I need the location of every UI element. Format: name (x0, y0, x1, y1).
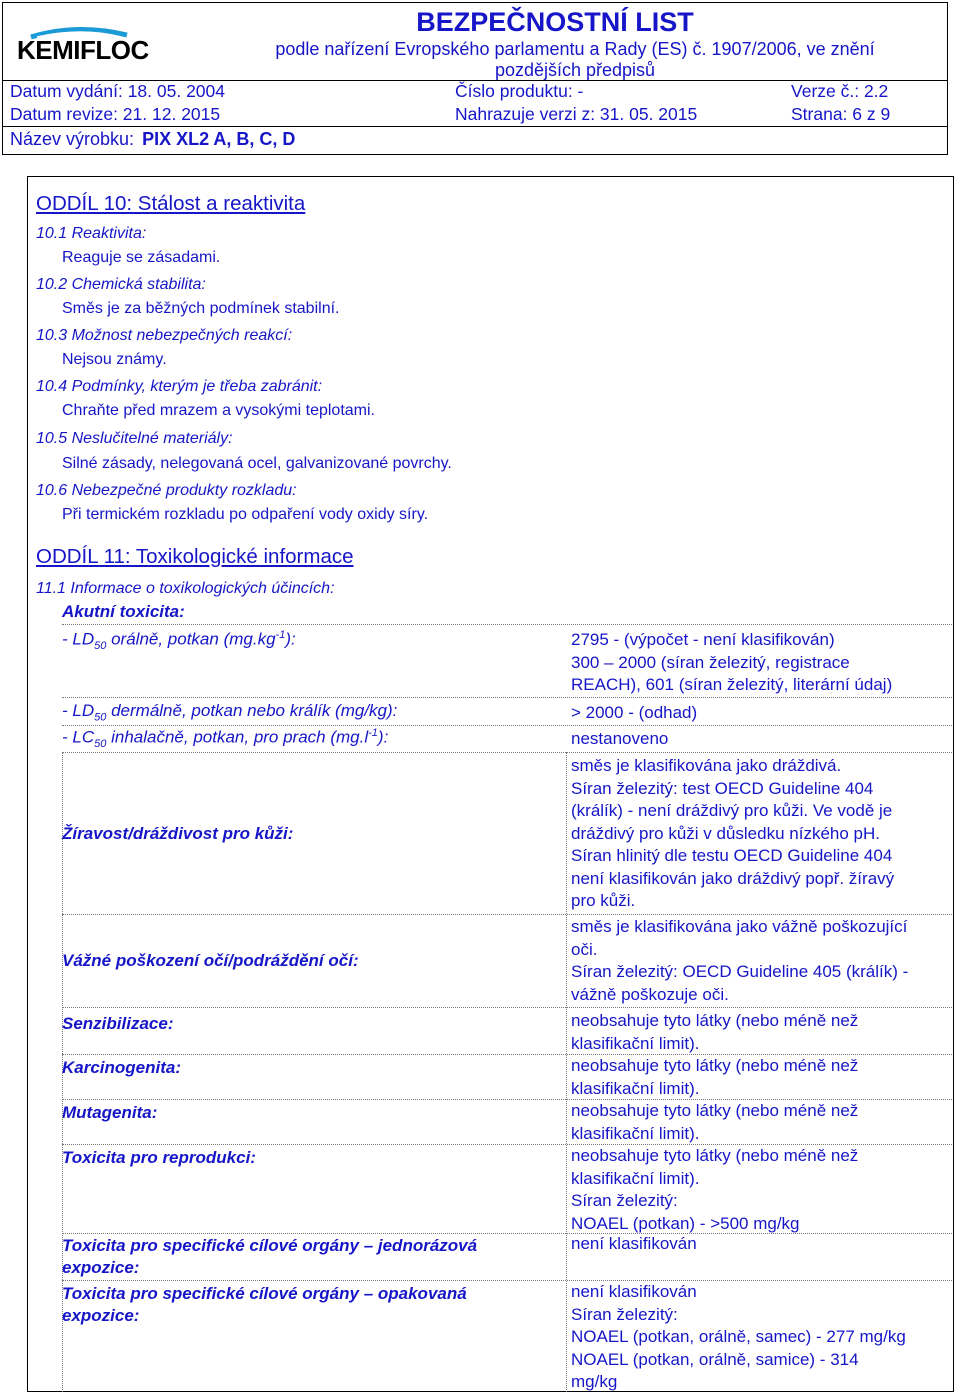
section-11-title: ODDÍL 11: Toxikologické informace (36, 545, 354, 568)
section-10-title: ODDÍL 10: Stálost a reaktivita (36, 192, 306, 215)
row-divider (62, 1007, 952, 1008)
eye-damage-label: Vážné poškození očí/podráždění očí: (62, 951, 359, 970)
product-label: Název výrobku: (10, 129, 135, 149)
product-name-row (10, 129, 295, 150)
section-10-1-text: Reaguje se zásadami. (62, 249, 221, 266)
ld50-dermal-value: > 2000 - (odhad) (571, 703, 698, 722)
row-divider (62, 752, 952, 753)
section-11-1-label: 11.1 Informace o toxikologických účincích: (36, 580, 335, 597)
row-divider (62, 1233, 952, 1234)
ld50-oral-label: - $LD_{50}$ orálně, potkan $(mg.kg^{-1})$: (62, 629, 296, 653)
sensitisation-value: neobsahuje tyto látky (nebo méně než klasifikační limit). (571, 1011, 859, 1053)
skin-corrosion-value: směs je klasifikována jako dráždivá. Síran železitý: test OECD Guideline 404 (králík) - není dráždivý pro kůži. Ve vodě je dráždivý pro kůži v důsledku nízkého pH. Síran hlinitý dle testu OECD Guideline 404 není klasifikován jako dráždivý popř. žíravý pro kůži. (571, 756, 895, 910)
section-10-5-label: 10.5 Neslučitelné materiály: (36, 430, 233, 447)
stot-repeated-label: Toxicita pro specifické cílové orgány – opakovaná expozice: (62, 1284, 467, 1325)
subtitle-line-1: podle nařízení Evropského parlamentu a Rady (ES) č. 1907/2006, ve znění (275, 39, 875, 59)
lc50-inhalation-label: - $LC_{50}$ inhalačně, potkan, pro prach $(mg.l^{-1})$: (62, 727, 389, 751)
section-10-6-text: Při termickém rozkladu po odpaření vody oxidy síry. (62, 506, 429, 523)
ld50-oral-value: 2795 - (výpočet - není klasifikován) 300 – 2000 (síran železitý, registrace REACH), 601 (síran železitý, literární údaj) (571, 630, 893, 694)
subtitle-line-2: pozdějších předpisů (494, 60, 656, 80)
carcinogenicity-value: neobsahuje tyto látky (nebo méně než klasifikační limit). (571, 1056, 859, 1098)
section-10-6-label: 10.6 Nebezpečné produkty rozkladu: (36, 482, 297, 499)
carcinogenicity-label: Karcinogenita: (62, 1058, 182, 1077)
acute-toxicity-label: Akutní toxicita: (62, 602, 185, 621)
company-logo (17, 25, 147, 73)
reproductive-toxicity-label: Toxicita pro reprodukci: (62, 1148, 256, 1167)
mutagenicity-label: Mutagenita: (62, 1103, 158, 1122)
revision-date: Datum revize: 21. 12. 2015 (10, 104, 221, 124)
row-divider (62, 624, 952, 625)
mutagenicity-value: neobsahuje tyto látky (nebo méně než klasifikační limit). (571, 1101, 859, 1143)
document-header (2, 2, 948, 155)
sensitisation-label: Senzibilizace: (62, 1014, 174, 1033)
stot-repeated-value: není klasifikován Síran železitý: NOAEL (potkan, orálně, samec) - 277 mg/kg NOAEL (potkan, orálně, samice) - 314 mg/kg (571, 1282, 906, 1391)
ld50-dermal-label: - $LD_{50}$ dermálně, potkan nebo králík (mg/kg): (62, 701, 398, 724)
header-divider (3, 126, 947, 127)
row-divider (62, 914, 952, 915)
stot-single-value: není klasifikován (571, 1234, 697, 1253)
issue-date: Datum vydání: 18. 05. 2004 (10, 81, 225, 101)
stot-single-label: Toxicita pro specifické cílové orgány – jednorázová expozice: (62, 1236, 478, 1277)
skin-corrosion-label: Žíravost/dráždivost pro kůži: (62, 824, 294, 843)
content-box (27, 176, 954, 1392)
table-left-border (62, 752, 63, 1392)
row-divider (62, 697, 952, 698)
section-10-3-label: 10.3 Možnost nebezpečných reakcí: (36, 327, 293, 344)
table-column-divider (566, 752, 567, 1392)
section-10-1-label: 10.1 Reaktivita: (36, 225, 147, 242)
product-name: PIX XL2 A, B, C, D (142, 129, 296, 149)
section-10-5-text: Silné zásady, nelegovaná ocel, galvanizované povrchy. (62, 455, 452, 472)
reproductive-toxicity-value: neobsahuje tyto látky (nebo méně než klasifikační limit). Síran železitý: NOAEL (potkan) - >500 mg/kg (571, 1146, 859, 1233)
section-10-4-label: 10.4 Podmínky, kterým je třeba zabránit: (36, 378, 323, 395)
page-number: Strana: 6 z 9 (791, 104, 891, 124)
section-10-2-text: Směs je za běžných podmínek stabilní. (62, 300, 340, 317)
section-10-4-text: Chraňte před mrazem a vysokými teplotami. (62, 402, 375, 419)
eye-damage-value: směs je klasifikována jako vážně poškozující oči. Síran železitý: OECD Guideline 405 (králík) - vážně poškozuje oči. (571, 917, 909, 1004)
lc50-inhalation-value: nestanoveno (571, 729, 669, 748)
version: Verze č.: 2.2 (791, 81, 889, 101)
section-10-2-label: 10.2 Chemická stabilita: (36, 276, 206, 293)
document-subtitle (203, 39, 947, 81)
section-10-3-text: Nejsou známy. (62, 351, 167, 368)
product-number: Číslo produktu: - (455, 81, 584, 101)
replaces-version: Nahrazuje verzi z: 31. 05. 2015 (455, 104, 698, 124)
document-title: BEZPEČNOSTNÍ LIST (416, 7, 694, 37)
row-divider (62, 725, 952, 726)
logo-text: KEMIFLOC (17, 35, 149, 65)
